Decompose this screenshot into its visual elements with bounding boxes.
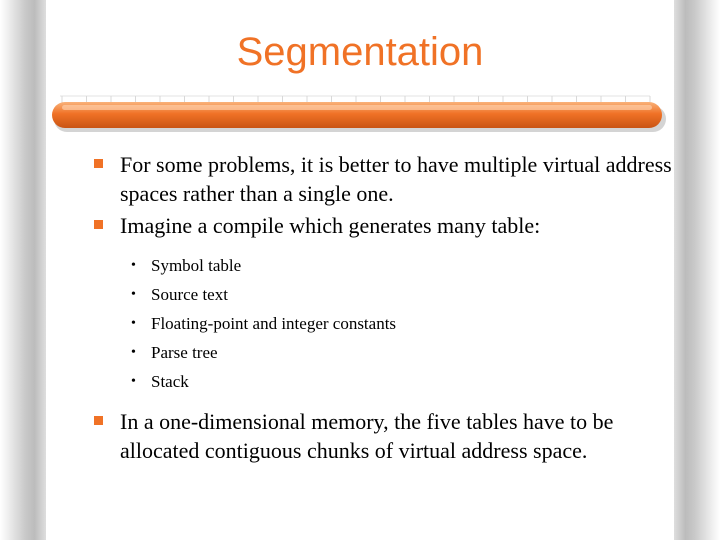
bullet-item xyxy=(94,407,674,465)
sub-bullet-text: Stack xyxy=(151,372,189,391)
square-bullet-icon xyxy=(94,416,103,425)
sub-bullet-item xyxy=(94,367,674,396)
sub-bullet-text: Floating-point and integer constants xyxy=(151,314,397,333)
dot-bullet-icon: • xyxy=(131,316,136,331)
sub-bullet-list xyxy=(94,251,674,396)
title-underline-ruler xyxy=(50,88,670,138)
left-pillar-decoration xyxy=(0,0,46,540)
sub-bullet-text: Source text xyxy=(151,285,228,304)
sub-bullet-item xyxy=(94,309,674,338)
right-pillar-decoration xyxy=(674,0,720,540)
square-bullet-icon xyxy=(94,159,103,168)
slide-title: Segmentation xyxy=(236,30,484,74)
sub-bullet-item xyxy=(94,251,674,280)
bullet-text: Imagine a compile which generates many table: xyxy=(120,213,541,238)
bullet-text: For some problems, it is better to have multiple virtual address spaces rather than a single one. xyxy=(120,152,672,206)
dot-bullet-icon: • xyxy=(131,287,136,302)
bullet-item xyxy=(94,211,674,240)
sub-bullet-item xyxy=(94,280,674,309)
square-bullet-icon xyxy=(94,220,103,229)
sub-bullet-text: Symbol table xyxy=(151,256,242,275)
sub-bullet-item xyxy=(94,338,674,367)
dot-bullet-icon: • xyxy=(131,374,136,389)
dot-bullet-icon: • xyxy=(131,345,136,360)
bullet-item xyxy=(94,150,674,208)
dot-bullet-icon: • xyxy=(131,258,136,273)
bullet-text: In a one-dimensional memory, the five tables have to be allocated contiguous chunks of virtual address space. xyxy=(120,409,614,463)
slide-body xyxy=(94,150,674,468)
sub-bullet-text: Parse tree xyxy=(151,343,218,362)
